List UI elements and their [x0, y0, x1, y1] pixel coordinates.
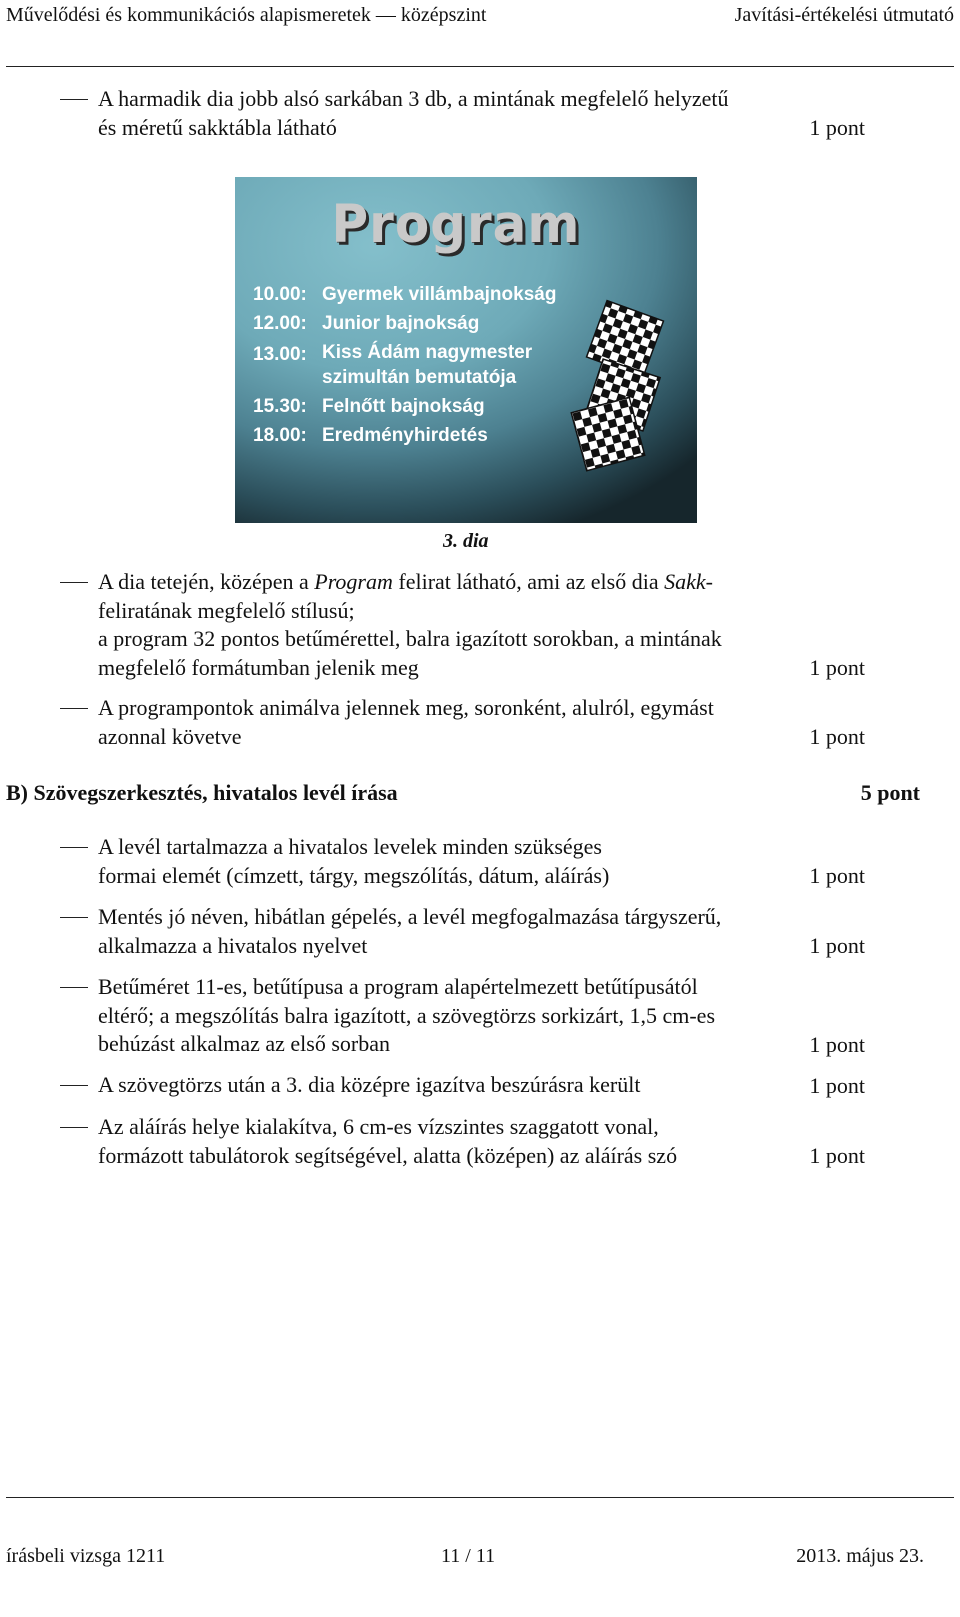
- program-time: 10.00:: [253, 284, 307, 305]
- section-heading: [6, 779, 920, 807]
- item-line: Betűméret 11-es, betűtípusa a program alapértelmezett betűtípusától: [98, 974, 698, 999]
- item-line: és méretű sakktábla látható: [98, 114, 337, 140]
- item-text: [98, 1113, 798, 1170]
- item-line: megfelelő formátumban jelenik meg: [98, 654, 419, 680]
- program-time: 12.00:: [253, 313, 307, 334]
- program-event: Felnőtt bajnokság: [322, 396, 485, 417]
- program-event: Junior bajnokság: [322, 313, 480, 334]
- item-text: [98, 568, 798, 682]
- footer-date: 2013. május 23.: [796, 1545, 924, 1567]
- header-title: Művelődési és kommunikációs alapismeretek — középszint: [6, 4, 487, 26]
- item-line: A programpontok animálva jelennek meg, soronként, alulról, egymást: [98, 695, 714, 720]
- item-line: behúzást alkalmaz az első sorban: [98, 1031, 390, 1056]
- program-event: [322, 340, 532, 390]
- item-line: formai elemét (címzett, tárgy, megszólítás, dátum, aláírás): [98, 862, 610, 888]
- item-text: [98, 1071, 818, 1100]
- program-event-line: Kiss Ádám nagymester: [322, 342, 533, 363]
- header-guide: Javítási-értékelési útmutató: [734, 4, 954, 26]
- slide-image: [235, 177, 697, 523]
- item-line: feliratának megfelelő stílusú;: [98, 597, 355, 623]
- program-event-line: szimultán bemutatója: [322, 367, 517, 388]
- page-header: [6, 0, 954, 30]
- item-text: [98, 973, 808, 1059]
- program-event: Gyermek villámbajnokság: [322, 284, 557, 305]
- list-item: [60, 568, 865, 682]
- item-line: [98, 568, 798, 597]
- item-line: A szövegtörzs után a 3. dia középre igazítva beszúrásra került: [98, 1072, 641, 1097]
- program-time: 13.00:: [253, 344, 307, 365]
- list-item: [60, 694, 865, 751]
- program-time: 15.30:: [253, 396, 307, 417]
- item-line: azonnal követve: [98, 723, 242, 749]
- slide-caption: 3. dia: [443, 530, 489, 552]
- section-points: 5 pont: [860, 780, 920, 805]
- page-number: 11 / 11: [441, 1545, 496, 1567]
- item-points: 1 pont: [809, 723, 865, 749]
- section-title: B) Szövegszerkesztés, hivatalos levél írása: [6, 780, 398, 805]
- item-line: eltérő; a megszólítás balra igazított, a szövegtörzs sorkizárt, 1,5 cm-es: [98, 1002, 715, 1028]
- list-item: [60, 1113, 865, 1170]
- slide-title: Program: [331, 193, 581, 255]
- item-text: [98, 694, 818, 751]
- footer-rule: [6, 1497, 954, 1498]
- program-event: Eredményhirdetés: [322, 425, 488, 446]
- text-run-italic: Program: [314, 569, 393, 594]
- item-points: 1 pont: [809, 114, 865, 140]
- text-run: felirat látható, ami az első dia: [392, 569, 665, 594]
- list-item: [60, 833, 865, 890]
- text-run: A dia tetején, középen a: [98, 569, 315, 594]
- item-line: A levél tartalmazza a hivatalos levelek minden szükséges: [98, 834, 602, 859]
- text-run-italic: Sakk-: [664, 569, 713, 594]
- item-text: [98, 833, 818, 890]
- item-points: 1 pont: [809, 1031, 865, 1057]
- item-points: 1 pont: [809, 862, 865, 888]
- footer-exam: írásbeli vizsga 1211: [6, 1545, 166, 1567]
- item-line: a program 32 pontos betűmérettel, balra igazított sorokban, a mintának: [98, 626, 722, 651]
- item-points: 1 pont: [809, 1072, 865, 1098]
- list-item: [60, 1071, 865, 1100]
- item-points: 1 pont: [809, 932, 865, 958]
- item-line: alkalmazza a hivatalos nyelvet: [98, 932, 368, 958]
- chessboard-icon: [563, 389, 653, 479]
- list-item: [60, 973, 865, 1059]
- item-line: Az aláírás helye kialakítva, 6 cm-es vízszintes szaggatott vonal,: [98, 1114, 659, 1139]
- item-points: 1 pont: [809, 654, 865, 680]
- list-item: [60, 85, 865, 142]
- item-text: [98, 903, 808, 960]
- item-points: 1 pont: [809, 1142, 865, 1168]
- item-line: formázott tabulátorok segítségével, alatta (középen) az aláírás szó: [98, 1142, 678, 1168]
- item-line: Mentés jó néven, hibátlan gépelés, a levél megfogalmazása tárgyszerű,: [98, 904, 722, 929]
- header-rule: [6, 66, 954, 67]
- item-line: A harmadik dia jobb alsó sarkában 3 db, a mintának megfelelő helyzetű: [98, 86, 729, 111]
- item-text: [98, 85, 818, 142]
- program-time: 18.00:: [253, 425, 307, 446]
- list-item: [60, 903, 865, 960]
